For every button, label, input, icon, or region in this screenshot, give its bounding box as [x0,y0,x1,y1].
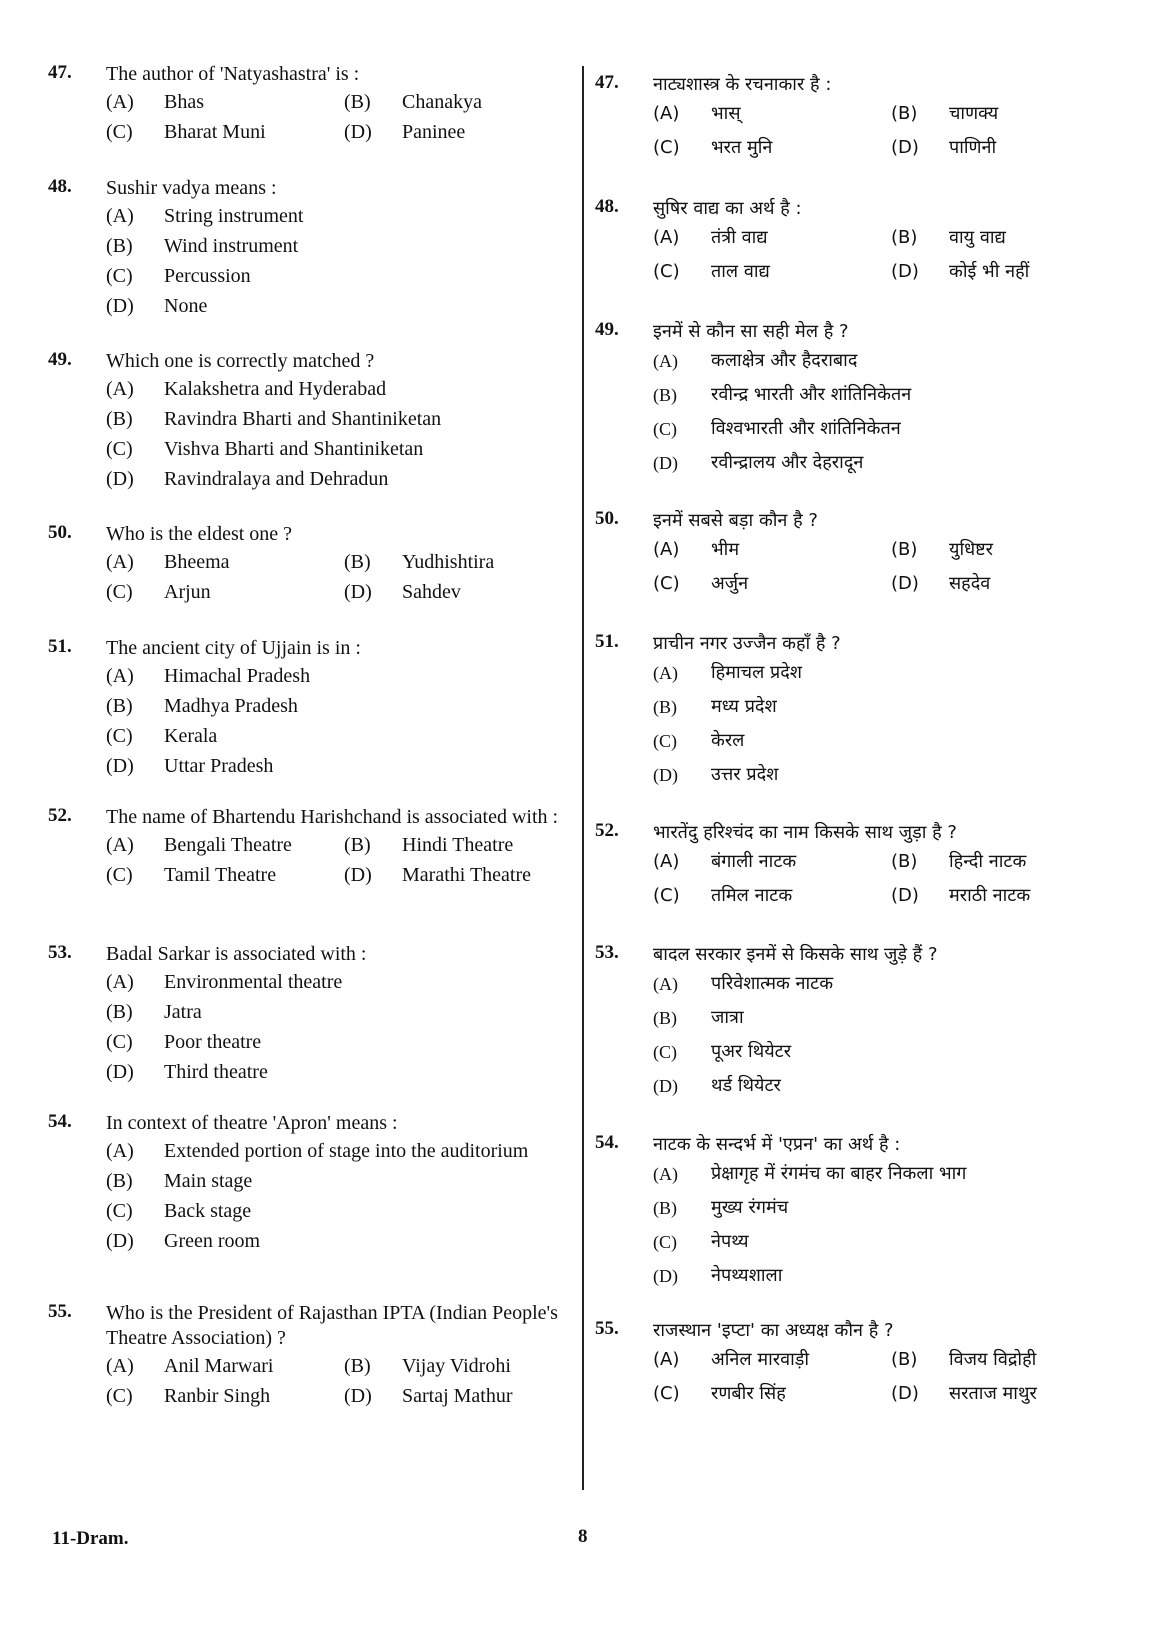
question-47 [48,62,568,147]
options [106,87,568,147]
option-label: (C) [106,725,133,747]
option [653,1001,1075,1035]
option [653,758,1075,792]
option [653,1035,1075,1069]
option-text: मध्य प्रदेश [711,696,777,717]
option-text: Kalakshetra and Hyderabad [164,378,387,400]
option-text: ताल वाद्य [711,261,770,282]
option-label: (B) [891,539,918,560]
option-label: (A) [653,539,680,560]
option [653,412,1075,446]
option-text: चाणक्य [949,103,999,124]
option-text: प्रेक्षागृह में रंगमंच का बाहर निकला भाग [711,1163,967,1184]
option-label: (C) [653,731,677,751]
option-text: Chanakya [402,91,482,113]
option-text: Arjun [164,581,211,603]
option-label: (B) [344,551,371,573]
option-label: (D) [653,1076,678,1096]
option-label: (D) [106,468,134,490]
option-label: (C) [106,864,133,886]
options [653,1343,1075,1411]
option-label: (C) [106,438,133,460]
option-label: (D) [653,765,678,785]
question-52 [595,820,1075,913]
question-52 [48,805,568,890]
option-label: (B) [344,1355,371,1377]
option-text: परिवेशात्मक नाटक [711,973,834,994]
option [653,378,1075,412]
options [106,661,568,781]
option-text: नेपथ्य [711,1231,749,1252]
question-number: 50. [595,508,619,529]
option-label: (C) [106,121,133,143]
option-text: कोई भी नहीं [949,261,1030,282]
option-label: (D) [891,137,919,158]
question-50 [595,508,1075,601]
option-label: (C) [653,261,680,282]
option [653,656,1075,690]
option-label: (D) [106,1230,134,1252]
question-51 [595,631,1075,792]
option-label: (C) [106,581,133,603]
question-text: Badal Sarkar is associated with : [106,943,367,965]
question-text: Which one is correctly matched ? [106,350,375,372]
option-text: वायु वाद्य [949,227,1006,248]
question-number: 53. [595,942,619,963]
question-text: Who is the President of Rajasthan IPTA (Indian People's Theatre Association) ? [106,1302,558,1349]
options [653,344,1075,480]
option-text: भीम [711,539,740,560]
option-text: Vijay Vidrohi [402,1355,511,1377]
option-text: कलाक्षेत्र और हैदराबाद [711,350,858,371]
option-text: Bengali Theatre [164,834,292,856]
option-text: Environmental theatre [164,971,343,993]
option-text: पाणिनी [949,137,997,158]
option [653,344,1075,378]
question-number: 55. [48,1301,72,1322]
option [106,967,568,997]
question-49 [595,319,1075,480]
option [653,1259,1075,1293]
option [653,1069,1075,1103]
question-text: राजस्थान 'इप्टा' का अध्यक्ष कौन है ? [653,1320,894,1341]
option-text: सहदेव [949,573,991,594]
option-label: (D) [344,1385,372,1407]
option-text: हिमाचल प्रदेश [711,662,803,683]
question-53 [48,942,568,1087]
question-50 [48,522,568,607]
option-label: (B) [344,834,371,856]
option-label: (B) [106,1001,133,1023]
option-text: अनिल मारवाड़ी [711,1349,810,1370]
option-label: (A) [106,205,134,227]
option-label: (D) [653,453,678,473]
option-label: (B) [653,1198,677,1218]
option-label: (C) [653,137,680,158]
option-label: (C) [653,885,680,906]
option-label: (A) [106,378,134,400]
option-label: (A) [653,1164,678,1184]
option [106,661,568,691]
option-label: (A) [106,834,134,856]
option [106,231,568,261]
question-49 [48,349,568,494]
option-label: (C) [653,1232,677,1252]
option-text: रवीन्द्र भारती और शांतिनिकेतन [711,384,912,405]
option-label: (A) [106,91,134,113]
option-text: भास् [711,103,741,124]
option-label: (B) [653,385,677,405]
option-text: Marathi Theatre [402,864,532,886]
question-number: 49. [48,349,72,370]
option-text: मराठी नाटक [949,885,1031,906]
option-label: (D) [891,573,919,594]
options [653,533,1075,601]
option [106,374,568,404]
option-text: Hindi Theatre [402,834,514,856]
option-text: विजय विद्रोही [949,1349,1037,1370]
question-48 [595,196,1075,289]
question-48 [48,176,568,321]
question-number: 52. [48,805,72,826]
question-number: 47. [595,72,619,93]
question-text: इनमें से कौन सा सही मेल है ? [653,321,849,342]
option [653,690,1075,724]
option-label: (A) [106,665,134,687]
option-label: (D) [891,1383,919,1404]
option-label: (A) [653,1349,680,1370]
option-text: सरताज माथुर [949,1383,1037,1404]
question-text: The ancient city of Ujjain is in : [106,637,361,659]
question-text: नाटक के सन्दर्भ में 'एप्रन' का अर्थ है : [653,1134,901,1155]
option-label: (A) [653,103,680,124]
option-label: (A) [653,974,678,994]
option-label: (C) [106,265,133,287]
options [653,221,1075,289]
option [106,464,568,494]
option-text: उत्तर प्रदेश [711,764,779,785]
option [106,434,568,464]
option-label: (D) [106,755,134,777]
option-label: (D) [344,864,372,886]
option-text: Main stage [164,1170,253,1192]
option [653,446,1075,480]
question-text: In context of theatre 'Apron' means : [106,1112,398,1134]
option-label: (D) [891,261,919,282]
option-label: (A) [653,663,678,683]
option [106,1057,568,1087]
question-number: 49. [595,319,619,340]
option [653,967,1075,1001]
option-label: (A) [653,851,680,872]
question-number: 48. [595,196,619,217]
question-number: 50. [48,522,72,543]
option-label: (B) [106,408,133,430]
column-divider [582,66,584,1490]
option-text: Bheema [164,551,230,573]
option-label: (C) [106,1200,133,1222]
option [653,1191,1075,1225]
question-55 [48,1301,568,1411]
option [106,201,568,231]
question-text: भारतेंदु हरिश्चंद का नाम किसके साथ जुड़ा है ? [653,822,957,843]
options [653,967,1075,1103]
option [106,1027,568,1057]
question-text: Sushir vadya means : [106,177,277,199]
option-text: थर्ड थियेटर [711,1075,781,1096]
option-text: Himachal Pradesh [164,665,311,687]
option [106,404,568,434]
option-label: (A) [106,971,134,993]
option-text: Madhya Pradesh [164,695,298,717]
option-text: तमिल नाटक [711,885,793,906]
option [106,997,568,1027]
options [106,830,568,890]
question-text: बादल सरकार इनमें से किसके साथ जुड़े हैं ? [653,944,938,965]
option-text: Tamil Theatre [164,864,277,886]
question-number: 51. [595,631,619,652]
paper-code: 11-Dram. [52,1528,129,1549]
question-number: 52. [595,820,619,841]
option-text: Vishva Bharti and Shantiniketan [164,438,424,460]
question-text: इनमें सबसे बड़ा कौन है ? [653,510,818,531]
option-label: (C) [106,1385,133,1407]
option-label: (B) [106,235,133,257]
option-label: (B) [891,103,918,124]
options [106,374,568,494]
options [653,1157,1075,1293]
option-label: (A) [106,1140,134,1162]
question-number: 47. [48,62,72,83]
option [653,724,1075,758]
options [653,97,1075,165]
question-number: 55. [595,1318,619,1339]
option-label: (C) [653,1383,680,1404]
option [106,691,568,721]
option-text: Ravindralaya and Dehradun [164,468,389,490]
option [653,1225,1075,1259]
question-55 [595,1318,1075,1411]
option-label: (C) [106,1031,133,1053]
option-label: (A) [653,351,678,371]
question-number: 53. [48,942,72,963]
option-text: केरल [711,730,745,751]
option-text: Green room [164,1230,261,1252]
options [106,967,568,1087]
option-text: Percussion [164,265,251,287]
option-label: (B) [106,695,133,717]
option-label: (C) [653,419,677,439]
option [106,261,568,291]
option [106,751,568,781]
option-label: (D) [344,121,372,143]
question-54 [48,1111,568,1256]
options [106,1351,568,1411]
question-53 [595,942,1075,1103]
option [106,1196,568,1226]
option-text: Ranbir Singh [164,1385,271,1407]
option-text: String instrument [164,205,304,227]
option-label: (B) [891,227,918,248]
option-text: युधिष्टर [949,539,994,560]
question-number: 54. [595,1132,619,1153]
option-text: रणबीर सिंह [711,1383,786,1404]
question-number: 51. [48,636,72,657]
option-text: Paninee [402,121,466,143]
option-label: (B) [891,1349,918,1370]
option-text: हिन्दी नाटक [949,851,1027,872]
option-label: (D) [106,1061,134,1083]
option-label: (C) [653,573,680,594]
option-label: (A) [106,551,134,573]
option-label: (B) [891,851,918,872]
option-text: अर्जुन [711,573,749,594]
option-label: (B) [106,1170,133,1192]
question-number: 48. [48,176,72,197]
options [106,547,568,607]
option-text: पूअर थियेटर [711,1041,792,1062]
option-label: (D) [653,1266,678,1286]
option-text: Ravindra Bharti and Shantiniketan [164,408,442,430]
question-text: The author of 'Natyashastra' is : [106,63,360,85]
option-text: Back stage [164,1200,252,1222]
option [106,291,568,321]
option-text: Bharat Muni [164,121,266,143]
option-text: Sahdev [402,581,461,603]
option-text: Poor theatre [164,1031,262,1053]
option-text: Third theatre [164,1061,268,1083]
option-text: विश्वभारती और शांतिनिकेतन [711,418,901,439]
question-text: सुषिर वाद्य का अर्थ है : [653,198,802,219]
option [106,1136,568,1166]
options [653,656,1075,792]
question-text: प्राचीन नगर उज्जैन कहाँ है ? [653,633,841,654]
option-text: जात्रा [711,1007,744,1028]
option-text: Sartaj Mathur [402,1385,513,1407]
option-text: तंत्री वाद्य [711,227,768,248]
option [106,721,568,751]
option-label: (B) [653,697,677,717]
option-label: (B) [653,1008,677,1028]
option-text: None [164,295,208,317]
question-54 [595,1132,1075,1293]
question-text: Who is the eldest one ? [106,523,293,545]
question-51 [48,636,568,781]
option-text: Kerala [164,725,218,747]
option-text: Yudhishtira [402,551,495,573]
option [106,1226,568,1256]
option-text: Uttar Pradesh [164,755,274,777]
option [106,1166,568,1196]
option-text: Extended portion of stage into the auditorium [164,1140,529,1162]
option-text: Bhas [164,91,204,113]
options [106,201,568,321]
options [653,845,1075,913]
option-label: (B) [344,91,371,113]
option-label: (A) [653,227,680,248]
option-text: मुख्य रंगमंच [711,1197,789,1218]
question-text: The name of Bhartendu Harishchand is associated with : [106,806,559,828]
option-text: बंगाली नाटक [711,851,797,872]
option-text: Anil Marwari [164,1355,274,1377]
option-text: Wind instrument [164,235,299,257]
question-47 [595,72,1075,165]
option-text: रवीन्द्रालय और देहरादून [711,452,864,473]
options [106,1136,568,1256]
option-label: (D) [891,885,919,906]
option-text: नेपथ्यशाला [711,1265,783,1286]
page-number: 8 [578,1526,588,1547]
option-text: Jatra [164,1001,202,1023]
option-label: (C) [653,1042,677,1062]
option-label: (D) [344,581,372,603]
question-number: 54. [48,1111,72,1132]
question-text: नाट्यशास्त्र के रचनाकार है : [653,74,832,95]
option [653,1157,1075,1191]
option-label: (A) [106,1355,134,1377]
option-label: (D) [106,295,134,317]
option-text: भरत मुनि [711,137,773,158]
